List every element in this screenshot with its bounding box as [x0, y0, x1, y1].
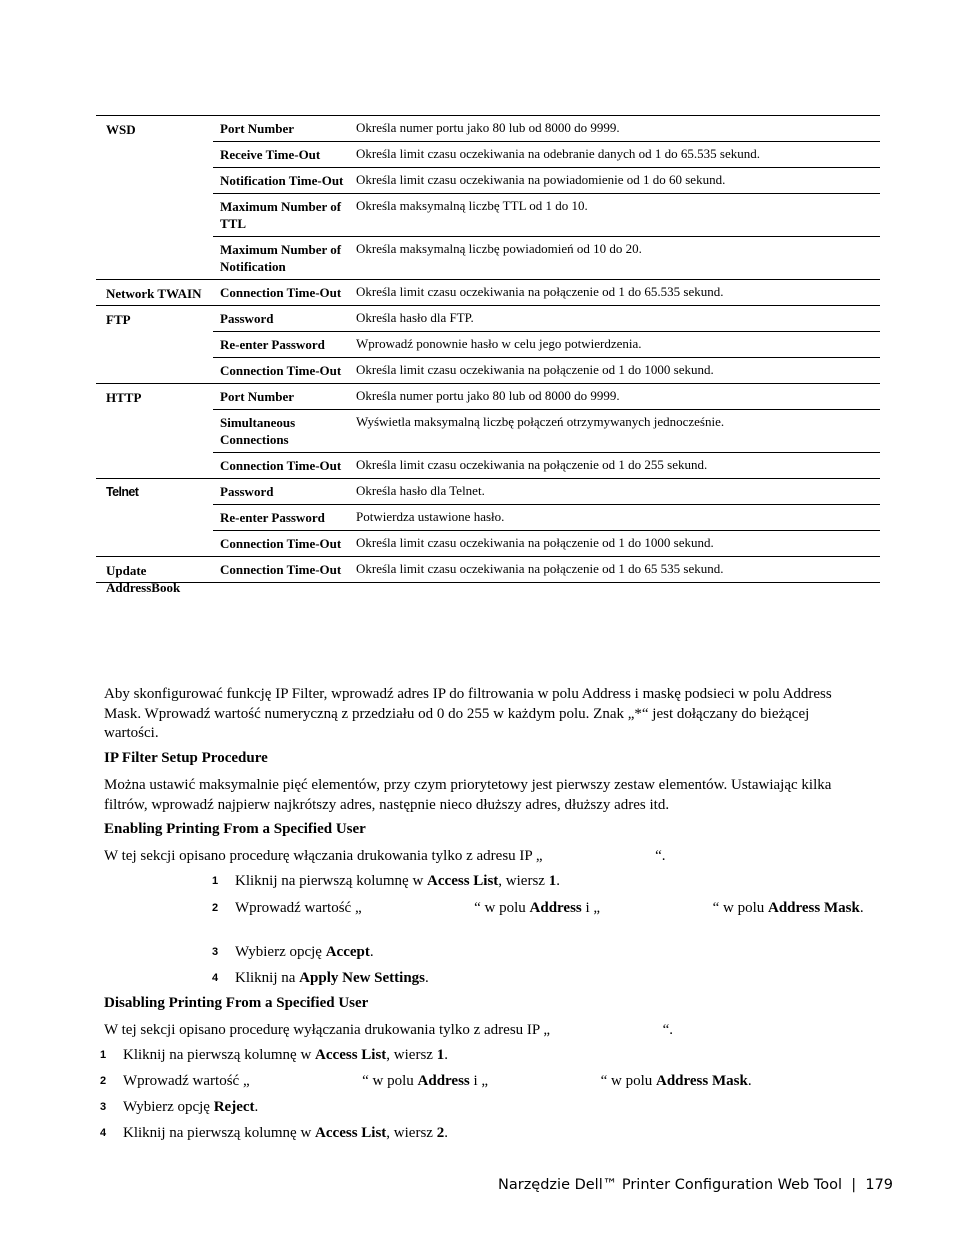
table-row	[213, 331, 880, 357]
step-text-part: Kliknij na	[235, 970, 300, 986]
table-group	[96, 384, 880, 479]
setting-description: Określa hasło dla Telnet.	[356, 483, 485, 498]
step-number: 1	[100, 1049, 107, 1061]
step-text-part: .	[747, 1073, 752, 1089]
step-text-part: Kliknij na pierwszą kolumnę w	[123, 1125, 316, 1141]
setting-name: Connection Time-Out	[220, 536, 342, 551]
setting-name: Maximum Number of TTL	[220, 199, 342, 231]
setting-description: Wprowadź ponownie hasło w celu jego potwierdzenia.	[356, 336, 642, 351]
group-name: Telnet	[106, 485, 139, 499]
step-bold-term: Accept	[325, 944, 370, 960]
step-text	[235, 943, 870, 962]
setting-name: Simultaneous Connections	[220, 415, 296, 447]
group-name: WSD	[106, 122, 136, 137]
page-footer: Narzędzie Dell™ Printer Configuration Web Tool | 179	[498, 1177, 894, 1193]
ip-filter-paragraph: Można ustawić maksymalnie pięć elementów, przy czym priorytetowy jest pierwszy zestaw elementów. Ustawiając kilka filtrów, wprowadź najpierw najkrótszy adres, następnie nieco dłuższy adres, dłuższy adres itd.	[104, 777, 832, 813]
setting-description: Wyświetla maksymalną liczbę połączeń otrzymywanych jednocześnie.	[356, 414, 725, 429]
table-row	[213, 141, 880, 167]
step-bold-term: Address	[529, 900, 582, 916]
group-name: Update AddressBook	[106, 563, 181, 595]
setting-name: Re-enter Password	[220, 510, 325, 525]
step-text	[123, 1124, 870, 1143]
table-row	[213, 357, 880, 383]
table-row	[213, 384, 880, 409]
setting-description: Określa numer portu jako 80 lub od 8000 do 9999.	[356, 120, 620, 135]
step-text-part: .	[369, 944, 374, 960]
step-bold-term: 1	[436, 1047, 445, 1063]
step-text-part: .	[425, 970, 429, 986]
step-text-part: Wybierz opcję	[123, 1099, 214, 1115]
step-text-part: Wybierz opcję	[235, 944, 326, 960]
setting-description: Określa limit czasu oczekiwania na połączenie od 1 do 65 535 sekund.	[356, 561, 724, 576]
setting-description: Określa limit czasu oczekiwania na połączenie od 1 do 65.535 sekund.	[356, 284, 724, 299]
setting-description: Określa limit czasu oczekiwania na powiadomienie od 1 do 60 sekund.	[356, 172, 726, 187]
table-row	[213, 530, 880, 556]
setting-name: Port Number	[220, 389, 295, 404]
table-row	[213, 167, 880, 193]
enabling-heading: Enabling Printing From a Specified User	[104, 821, 366, 837]
table-row	[213, 452, 880, 478]
table-group	[96, 280, 880, 306]
setting-name: Receive Time-Out	[220, 147, 321, 162]
setting-name: Re-enter Password	[220, 337, 325, 352]
intro-paragraph: Aby skonfigurować funkcję IP Filter, wprowadź adres IP do filtrowania w polu Address i maskę podsieci w polu Address Mask. Wprowadź wartość numeryczną z przedziału od 0 do 255 w każdym polu. Znak „*“ jest dołączany do bieżącej wartości.	[104, 686, 832, 741]
setting-name: Port Number	[220, 121, 295, 136]
table-group	[96, 557, 880, 595]
step-text-part: , wiersz	[498, 873, 549, 889]
step-bold-term: Address Mask	[768, 900, 860, 916]
ip-filter-heading: IP Filter Setup Procedure	[104, 750, 268, 766]
setting-name: Connection Time-Out	[220, 363, 342, 378]
step-number: 3	[100, 1101, 107, 1113]
step-text-part: Kliknij na pierwszą kolumnę w	[123, 1047, 316, 1063]
setting-name: Connection Time-Out	[220, 458, 342, 473]
table-row	[213, 280, 880, 305]
table-row	[213, 193, 880, 236]
setting-name: Connection Time-Out	[220, 285, 342, 300]
step-text	[123, 1098, 870, 1117]
step-text-part: i „ “ w polu	[469, 1073, 656, 1089]
setting-description: Potwierdza ustawione hasło.	[356, 509, 505, 524]
step-text	[123, 1046, 870, 1065]
settings-table	[96, 115, 880, 595]
setting-description: Określa maksymalną liczbę powiadomień od 10 do 20.	[356, 241, 642, 256]
step-bold-term: Apply New Settings	[299, 970, 426, 986]
step-bold-term: Access List	[315, 1047, 387, 1063]
table-group	[96, 116, 880, 280]
step-number: 2	[212, 902, 219, 914]
disabling-heading: Disabling Printing From a Specified User	[104, 995, 369, 1011]
setting-name: Password	[220, 484, 274, 499]
table-row	[213, 479, 880, 504]
setting-description: Określa numer portu jako 80 lub od 8000 do 9999.	[356, 388, 620, 403]
step-bold-term: Reject	[213, 1099, 255, 1115]
step-number: 1	[212, 875, 219, 887]
step-text-part: Wprowadź wartość „ “ w polu	[235, 900, 530, 916]
table-row	[213, 557, 880, 582]
table-row	[213, 504, 880, 530]
step-bold-term: Address	[417, 1073, 470, 1089]
step-bold-term: 1	[548, 873, 557, 889]
table-group	[96, 306, 880, 384]
table-row	[213, 236, 880, 279]
setting-description: Określa hasło dla FTP.	[356, 310, 474, 325]
setting-name: Password	[220, 311, 274, 326]
step-text	[235, 899, 870, 918]
step-text	[235, 969, 870, 988]
step-bold-term: Address Mask	[656, 1073, 748, 1089]
table-row	[213, 116, 880, 141]
setting-description: Określa limit czasu oczekiwania na połączenie od 1 do 1000 sekund.	[356, 362, 714, 377]
step-text-part: .	[444, 1047, 448, 1063]
setting-name: Maximum Number of Notification	[220, 242, 342, 274]
table-row	[213, 306, 880, 331]
step-text-part: .	[859, 900, 864, 916]
step-text-part: , wiersz	[386, 1047, 437, 1063]
step-text-part: .	[556, 873, 560, 889]
setting-description: Określa limit czasu oczekiwania na odebranie danych od 1 do 65.535 sekund.	[356, 146, 760, 161]
step-text-part: Kliknij na pierwszą kolumnę w	[235, 873, 428, 889]
table-row	[213, 409, 880, 452]
group-name: Network TWAIN	[106, 286, 202, 301]
step-bold-term: Access List	[427, 873, 499, 889]
setting-description: Określa limit czasu oczekiwania na połączenie od 1 do 1000 sekund.	[356, 535, 714, 550]
step-text-part: Wprowadź wartość „ “ w polu	[123, 1073, 418, 1089]
enabling-paragraph: W tej sekcji opisano procedurę włączania drukowania tylko z adresu IP „ “.	[104, 848, 666, 864]
setting-description: Określa limit czasu oczekiwania na połączenie od 1 do 255 sekund.	[356, 457, 708, 472]
step-text-part: .	[254, 1099, 259, 1115]
setting-description: Określa maksymalną liczbę TTL od 1 do 10.	[356, 198, 588, 213]
step-text-part: .	[444, 1125, 448, 1141]
step-number: 3	[212, 946, 219, 958]
table-group	[96, 479, 880, 557]
step-bold-term: Access List	[315, 1125, 387, 1141]
step-bold-term: 2	[436, 1125, 445, 1141]
group-name: HTTP	[106, 390, 142, 405]
step-text	[235, 872, 870, 891]
setting-name: Notification Time-Out	[220, 173, 344, 188]
step-number: 2	[100, 1075, 107, 1087]
setting-name: Connection Time-Out	[220, 562, 342, 577]
disabling-paragraph: W tej sekcji opisano procedurę wyłączania drukowania tylko z adresu IP „ “.	[104, 1022, 673, 1038]
group-name: FTP	[106, 312, 131, 327]
step-text-part: , wiersz	[386, 1125, 437, 1141]
step-number: 4	[212, 972, 219, 984]
step-text	[123, 1072, 870, 1091]
step-number: 4	[100, 1127, 107, 1139]
step-text-part: i „ “ w polu	[581, 900, 768, 916]
